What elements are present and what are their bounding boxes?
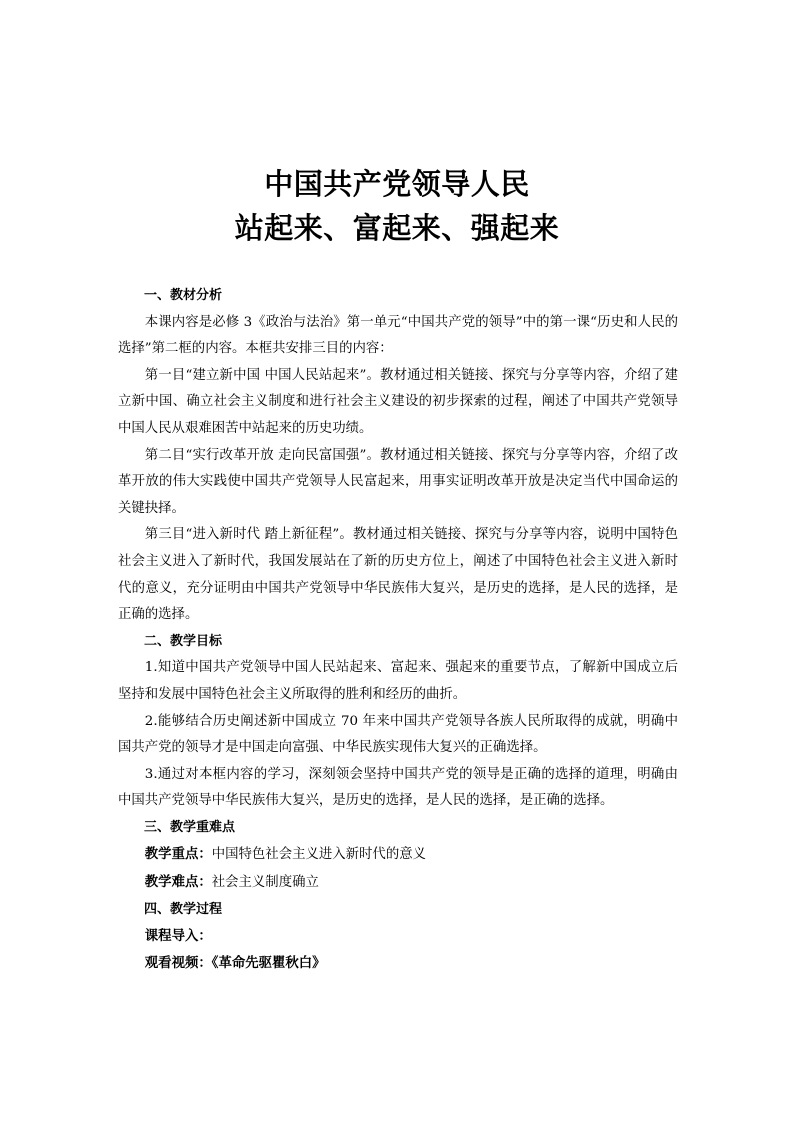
paragraph: 第三目“进入新时代 踏上新征程”。教材通过相关链接、探究与分享等内容，说明中国特色社会主义进入了新时代，我国发展站在了新的历史方位上，阐述了中国特色社会主义进入新时代的意义，充分证明由中国共产党领导中华民族伟大复兴，是历史的选择，是人民的选择，是正确的选择。 [118,527,678,623]
key-point-text: 中国特色社会主义进入新时代的意义 [211,847,426,863]
document-title [0,162,794,250]
paragraph: 1.知道中国共产党领导中国人民站起来、富起来、强起来的重要节点，了解新中国成立后坚持和发展中国特色社会主义所取得的胜利和经历的曲折。 [118,660,678,702]
key-point-label: 教学重点： [144,846,212,863]
key-point-line [118,841,678,869]
section-heading-analysis: 一、教材分析 [144,288,223,303]
title-line-1: 中国共产党领导人民 [264,167,530,201]
paragraph: 3.通过对本框内容的学习，深刻领会坚持中国共产党的领导是正确的选择的道理，明确由中国共产党领导中华民族伟大复兴，是历史的选择，是人民的选择，是正确的选择。 [118,766,678,809]
paragraph: 第二目“实行改革开放 走向民富国强”。教材通过相关链接、探究与分享等内容，介绍了改革开放的伟大实践使中国共产党领导人民富起来，用事实证明改革开放是决定当代中国命运的关键抉择。 [118,447,678,516]
difficulty-line [118,869,678,897]
video-line: 观看视频：《革命先驱瞿秋白》 [144,954,326,971]
course-intro: 课程导入： [144,928,212,945]
paragraph: 第一目“建立新中国 中国人民站起来”。教材通过相关链接、探究与分享等内容，介绍了建立新中国、确立社会主义制度和进行社会主义建设的初步探索的过程，阐述了中国共产党领导中国人民从艰难困苦中站起来的历史功绩。 [118,367,678,436]
paragraph: 2.能够结合历史阐述新中国成立 70 年来中国共产党领导各族人民所取得的成就，明确中国共产党的领导才是中国走向富强、中华民族实现伟大复兴的正确选择。 [118,713,678,756]
difficulty-text: 社会主义制度确立 [211,875,319,891]
title-line-2: 站起来、富起来、强起来 [234,211,560,245]
section-heading-objectives: 二、教学目标 [144,633,223,649]
section-heading-key-points: 三、教学重难点 [144,819,236,835]
difficulty-label: 教学难点： [144,874,212,891]
document-body [118,283,678,976]
section-heading-process: 四、教学过程 [144,901,223,917]
paragraph: 本课内容是必修 3《政治与法治》第一单元“中国共产党的领导”中的第一课“历史和人民的选择”第二框的内容。本框共安排三目的内容： [118,314,678,357]
